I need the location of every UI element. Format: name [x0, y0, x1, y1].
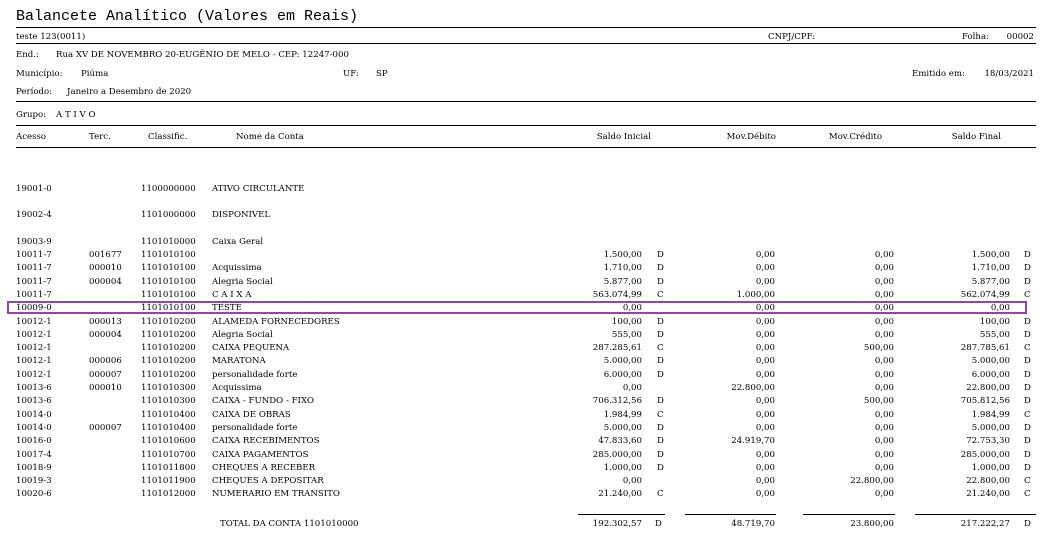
cell-sfd: D — [1024, 263, 1031, 274]
cell-cred: 22.800,00 — [850, 476, 894, 487]
cell-sid: D — [657, 329, 664, 340]
cell-sfd: D — [1024, 422, 1031, 433]
cell-classif: 1101010200 — [141, 343, 196, 354]
cell-acesso: 10016-0 — [16, 436, 52, 447]
cell-sid: C — [657, 343, 664, 354]
cell-deb: 0,00 — [755, 276, 775, 287]
cell-sfd: D — [1024, 449, 1031, 460]
cell-sf: 1.500,00 — [971, 250, 1010, 260]
cell-cred: 0,00 — [874, 489, 894, 500]
municipio-value: Piúma — [81, 69, 109, 79]
cell-nome: Caixa Geral — [212, 237, 264, 247]
cell-classif: 1101010600 — [141, 436, 196, 447]
periodo-value: Janeiro a Desembro de 2020 — [67, 87, 192, 97]
col-terc: Terc. — [89, 132, 111, 142]
cell-si: 100,00 — [611, 316, 642, 327]
cell-nome: DISPONIVEL — [212, 210, 271, 220]
cell-sf: 5.000,00 — [971, 422, 1010, 433]
cell-acesso: 10014-0 — [16, 422, 52, 433]
total-label: TOTAL DA CONTA 1101010000 — [220, 519, 359, 529]
cell-sid: D — [657, 462, 664, 473]
cell-nome: Acquissima — [212, 263, 262, 274]
cell-classif: 1101010100 — [141, 276, 196, 287]
cell-classif: 1101000000 — [141, 210, 196, 220]
cell-acesso: 10014-0 — [16, 409, 52, 420]
col-classif: Classific. — [148, 132, 188, 142]
cell-cred: 0,00 — [874, 303, 894, 314]
emitido-label: Emitido em: — [912, 69, 965, 79]
cell-si: 6.000,00 — [603, 369, 642, 380]
cell-sfd: D — [1024, 396, 1031, 407]
cell-si: 285.000,00 — [592, 449, 642, 460]
cell-classif: 1101010300 — [141, 396, 196, 407]
cell-terc: 000010 — [89, 383, 122, 393]
cell-nome: MARATONA — [212, 356, 266, 367]
cell-acesso: 19002-4 — [16, 210, 52, 220]
cell-deb: 0,00 — [755, 369, 775, 380]
total-underline — [578, 514, 665, 515]
cell-sid: D — [657, 356, 664, 367]
col-saldo-final: Saldo Final — [951, 132, 1001, 142]
cell-deb: 0,00 — [755, 343, 775, 354]
cell-deb: 0,00 — [755, 409, 775, 420]
total-underline — [915, 514, 1036, 515]
total-mov-debito: 48.719,70 — [731, 519, 775, 529]
cell-acesso: 10012-1 — [16, 343, 52, 354]
cell-cred: 0,00 — [874, 316, 894, 327]
cell-classif: 1101010200 — [141, 369, 196, 380]
cell-acesso: 19003-9 — [16, 237, 52, 247]
cell-nome: personalidade forte — [212, 369, 298, 380]
cell-classif: 1101010200 — [141, 356, 196, 367]
cell-classif: 1101010700 — [141, 449, 196, 460]
folha-value: 00002 — [1006, 32, 1034, 42]
cell-sfd: D — [1024, 436, 1031, 447]
total-saldo-inicial: 192.302,57 — [592, 519, 642, 529]
address-label: End.: — [16, 50, 39, 60]
cell-sf: 562.074,99 — [960, 289, 1010, 300]
cell-sfd: D — [1024, 250, 1031, 260]
cell-nome: CAIXA - FUNDO - FIXO — [212, 396, 314, 407]
cell-nome: Acquissima — [212, 383, 262, 393]
cell-terc: 001677 — [89, 250, 122, 260]
cell-sf: 0,00 — [990, 303, 1010, 314]
cell-cred: 0,00 — [874, 462, 894, 473]
cell-deb: 24.919,70 — [731, 436, 775, 447]
cell-cred: 0,00 — [874, 263, 894, 274]
cell-cred: 0,00 — [874, 383, 894, 393]
cell-nome: ALAMEDA FORNECEDORES — [212, 316, 340, 327]
cell-classif: 1101010400 — [141, 409, 196, 420]
cell-si: 5.000,00 — [603, 422, 642, 433]
cell-deb: 0,00 — [755, 263, 775, 274]
cell-sf: 1.984,99 — [971, 409, 1010, 420]
cell-cred: 0,00 — [874, 369, 894, 380]
cell-acesso: 10011-7 — [16, 276, 52, 287]
cell-sid: C — [657, 489, 664, 500]
cell-sfd: D — [1024, 383, 1031, 393]
cell-deb: 0,00 — [755, 489, 775, 500]
periodo-label: Período: — [16, 87, 53, 97]
cell-sf: 5.877,00 — [971, 276, 1010, 287]
cell-deb: 0,00 — [755, 356, 775, 367]
cell-classif: 1101012000 — [141, 489, 196, 500]
cell-acesso: 10012-1 — [16, 356, 52, 367]
col-mov-debito: Mov.Débito — [726, 132, 776, 142]
company-name: teste 123(0011) — [16, 32, 86, 42]
cell-sf: 285.000,00 — [960, 449, 1010, 460]
cell-sfd: D — [1024, 276, 1031, 287]
cell-nome: personalidade forte — [212, 422, 298, 433]
cell-sf: 5.000,00 — [971, 356, 1010, 367]
cell-deb: 1.000,00 — [736, 289, 775, 300]
cell-terc: 000010 — [89, 263, 122, 274]
cell-deb: 0,00 — [755, 462, 775, 473]
cell-sf: 22.800,00 — [966, 476, 1010, 487]
cell-sid: C — [657, 409, 664, 420]
cell-si: 1.984,99 — [603, 409, 642, 420]
cell-terc: 000007 — [89, 369, 122, 380]
cell-deb: 0,00 — [755, 396, 775, 407]
total-underline — [685, 514, 776, 515]
cell-cred: 0,00 — [874, 329, 894, 340]
folha-label: Folha: — [962, 32, 989, 42]
cell-sf: 21.240,00 — [966, 489, 1010, 500]
cell-cred: 0,00 — [874, 436, 894, 447]
cell-si: 21.240,00 — [598, 489, 642, 500]
cell-sid: D — [657, 263, 664, 274]
total-mov-credito: 23.800,00 — [850, 519, 894, 529]
cell-classif: 1101010400 — [141, 422, 196, 433]
cell-deb: 0,00 — [755, 449, 775, 460]
cell-sid: D — [657, 276, 664, 287]
cell-nome: CAIXA RECEBIMENTOS — [212, 436, 320, 447]
cell-classif: 1101011800 — [141, 462, 196, 473]
cell-classif: 1101011900 — [141, 476, 196, 487]
cell-acesso: 10020-6 — [16, 489, 52, 500]
cell-sfd: C — [1024, 343, 1031, 354]
cell-acesso: 19001-0 — [16, 184, 52, 194]
cell-nome: Alegria Social — [212, 276, 273, 287]
cell-acesso: 10013-6 — [16, 396, 52, 407]
cell-acesso: 10019-3 — [16, 476, 52, 487]
cell-cred: 0,00 — [874, 356, 894, 367]
cell-acesso: 10012-1 — [16, 369, 52, 380]
cell-cred: 0,00 — [874, 422, 894, 433]
cell-si: 0,00 — [622, 383, 642, 393]
cell-sfd: C — [1024, 409, 1031, 420]
cell-sid: D — [657, 316, 664, 327]
cell-cred: 0,00 — [874, 449, 894, 460]
cell-deb: 0,00 — [755, 476, 775, 487]
cell-acesso: 10018-9 — [16, 462, 52, 473]
cell-nome: TESTE — [212, 303, 242, 314]
cell-sf: 1.000,00 — [971, 462, 1010, 473]
cell-sfd: D — [1024, 316, 1031, 327]
cell-classif: 1101010100 — [141, 303, 196, 314]
col-nome: Nome da Conta — [236, 132, 304, 142]
cell-terc: 000006 — [89, 356, 122, 367]
cell-si: 47.833,60 — [598, 436, 642, 447]
address-value: Rua XV DE NOVEMBRO 20-EUGÊNIO DE MELO - CEP: 12247-000 — [56, 50, 349, 60]
cell-deb: 0,00 — [755, 329, 775, 340]
cell-si: 5.877,00 — [603, 276, 642, 287]
municipio-label: Município: — [16, 69, 63, 79]
uf-label: UF: — [343, 69, 359, 79]
cell-si: 0,00 — [622, 476, 642, 487]
cell-nome: CAIXA DE OBRAS — [212, 409, 291, 420]
cell-classif: 1101010100 — [141, 289, 196, 300]
grupo-value: A T I V O — [56, 110, 96, 120]
cell-deb: 0,00 — [755, 250, 775, 260]
cell-classif: 1101010200 — [141, 316, 196, 327]
uf-value: SP — [376, 69, 388, 79]
cell-terc: 000004 — [89, 329, 122, 340]
cell-sf: 100,00 — [979, 316, 1010, 327]
cell-si: 555,00 — [611, 329, 642, 340]
cell-acesso: 10012-1 — [16, 329, 52, 340]
cell-sfd: D — [1024, 462, 1031, 473]
cell-sfd: D — [1024, 369, 1031, 380]
cell-classif: 1101010200 — [141, 329, 196, 340]
grupo-label: Grupo: — [16, 110, 47, 120]
cell-acesso: 10011-7 — [16, 263, 52, 274]
cell-si: 5.000,00 — [603, 356, 642, 367]
cnpj-label: CNPJ/CPF: — [768, 32, 816, 42]
cell-acesso: 10012-1 — [16, 316, 52, 327]
cell-terc: 000013 — [89, 316, 122, 327]
cell-sid: D — [657, 369, 664, 380]
cell-acesso: 10011-7 — [16, 289, 52, 300]
cell-sf: 555,00 — [979, 329, 1010, 340]
report-title: Balancete Analítico (Valores em Reais) — [16, 8, 359, 25]
cell-si: 563.074,99 — [592, 289, 642, 300]
row-highlight-box — [7, 301, 1027, 314]
cell-cred: 500,00 — [863, 343, 894, 354]
cell-sf: 287.785,61 — [960, 343, 1010, 354]
col-acesso: Acesso — [16, 132, 47, 142]
cell-sid: D — [657, 396, 664, 407]
cell-sf: 705.812,56 — [960, 396, 1010, 407]
cell-cred: 0,00 — [874, 276, 894, 287]
cell-nome: CHEQUES A RECEBER — [212, 462, 316, 473]
total-saldo-inicial-dc: D — [655, 519, 662, 529]
cell-acesso: 10011-7 — [16, 250, 52, 260]
cell-deb: 0,00 — [755, 303, 775, 314]
cell-si: 1.710,00 — [603, 263, 642, 274]
total-saldo-final: 217.222,27 — [960, 519, 1010, 529]
cell-cred: 0,00 — [874, 289, 894, 300]
cell-deb: 22.800,00 — [731, 383, 775, 393]
cell-classif: 1101010300 — [141, 383, 196, 393]
cell-classif: 1101010100 — [141, 263, 196, 274]
cell-nome: ATIVO CIRCULANTE — [212, 184, 305, 194]
cell-classif: 1101010000 — [141, 237, 196, 247]
col-saldo-inicial: Saldo Inicial — [596, 132, 651, 142]
cell-sid: C — [657, 289, 664, 300]
cell-sfd: C — [1024, 476, 1031, 487]
cell-classif: 1101010100 — [141, 250, 196, 260]
cell-sid: D — [657, 422, 664, 433]
cell-terc: 000007 — [89, 422, 122, 433]
cell-sfd: C — [1024, 289, 1031, 300]
cell-sfd: D — [1024, 329, 1031, 340]
emitido-value: 18/03/2021 — [984, 69, 1034, 79]
cell-cred: 0,00 — [874, 250, 894, 260]
cell-nome: CHEQUES A DEPOSITAR — [212, 476, 324, 487]
cell-sf: 72.753,30 — [966, 436, 1010, 447]
cell-si: 1.500,00 — [603, 250, 642, 260]
cell-sid: D — [657, 250, 664, 260]
cell-cred: 500,00 — [863, 396, 894, 407]
cell-acesso: 10009-0 — [16, 303, 52, 314]
cell-sf: 6.000,00 — [971, 369, 1010, 380]
cell-nome: CAIXA PAGAMENTOS — [212, 449, 309, 460]
cell-sid: D — [657, 436, 664, 447]
cell-classif: 1100000000 — [141, 184, 196, 194]
cell-si: 287.285,61 — [592, 343, 642, 354]
cell-sf: 1.710,00 — [971, 263, 1010, 274]
cell-nome: Alegria Social — [212, 329, 273, 340]
cell-sfd: C — [1024, 489, 1031, 500]
cell-si: 0,00 — [622, 303, 642, 314]
cell-nome: CAIXA PEQUENA — [212, 343, 290, 354]
col-mov-credito: Mov.Crédito — [828, 132, 882, 142]
cell-nome: NUMERARIO EM TRANSITO — [212, 489, 340, 500]
cell-acesso: 10017-4 — [16, 449, 52, 460]
total-underline — [803, 514, 895, 515]
total-saldo-final-dc: D — [1024, 519, 1031, 529]
cell-acesso: 10013-6 — [16, 383, 52, 393]
cell-nome: C A I X A — [212, 289, 252, 300]
cell-si: 706.312,56 — [592, 396, 642, 407]
cell-sid: D — [657, 449, 664, 460]
cell-cred: 0,00 — [874, 409, 894, 420]
cell-si: 1.000,00 — [603, 462, 642, 473]
cell-terc: 000004 — [89, 276, 122, 287]
cell-sfd: D — [1024, 356, 1031, 367]
cell-deb: 0,00 — [755, 422, 775, 433]
cell-sf: 22.800,00 — [966, 383, 1010, 393]
cell-deb: 0,00 — [755, 316, 775, 327]
